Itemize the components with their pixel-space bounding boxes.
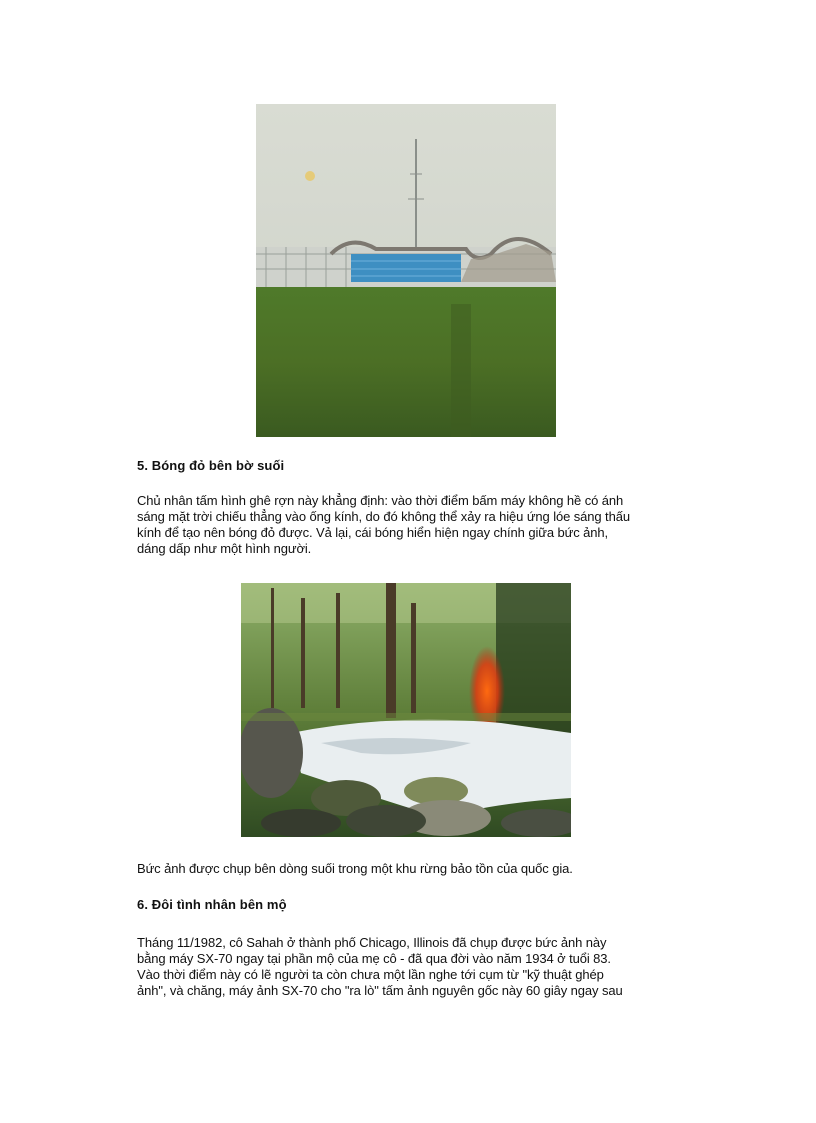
stadium-field-photo: [256, 104, 556, 437]
paragraph-line: bằng máy SX-70 ngay tại phần mộ của mẹ cô - đã qua đời vào năm 1934 ở tuổi 83.: [137, 951, 611, 966]
paragraph-line: dáng dấp như một hình người.: [137, 541, 312, 556]
paragraph-line: ảnh", và chăng, máy ảnh SX-70 cho "ra lò" tấm ảnh nguyên gốc này 60 giây ngay sau: [137, 983, 623, 998]
forest-stream-photo: [241, 583, 571, 837]
section-5-heading: 5. Bóng đỏ bên bờ suối: [137, 458, 285, 473]
section-5-paragraph: [137, 493, 697, 557]
section-6-paragraph: [137, 935, 697, 999]
paragraph-line: sáng mặt trời chiếu thẳng vào ống kính, do đó không thể xảy ra hiệu ứng lóe sáng thấu: [137, 509, 630, 524]
photo-caption: [137, 861, 697, 877]
caption-text: Bức ảnh được chụp bên dòng suối trong một khu rừng bảo tồn của quốc gia.: [137, 861, 573, 876]
paragraph-line: kính để tạo nên bóng đỏ được. Vả lại, cái bóng hiển hiện ngay chính giữa bức ảnh,: [137, 525, 609, 540]
section-6-heading: 6. Đôi tình nhân bên mộ: [137, 897, 287, 912]
paragraph-line: Chủ nhân tấm hình ghê rợn này khẳng định: vào thời điểm bấm máy không hề có ánh: [137, 493, 624, 508]
paragraph-line: Tháng 11/1982, cô Sahah ở thành phố Chicago, Illinois đã chụp được bức ảnh này: [137, 935, 607, 950]
paragraph-line: Vào thời điểm này có lẽ người ta còn chưa một lần nghe tới cụm từ "kỹ thuật ghép: [137, 967, 604, 982]
